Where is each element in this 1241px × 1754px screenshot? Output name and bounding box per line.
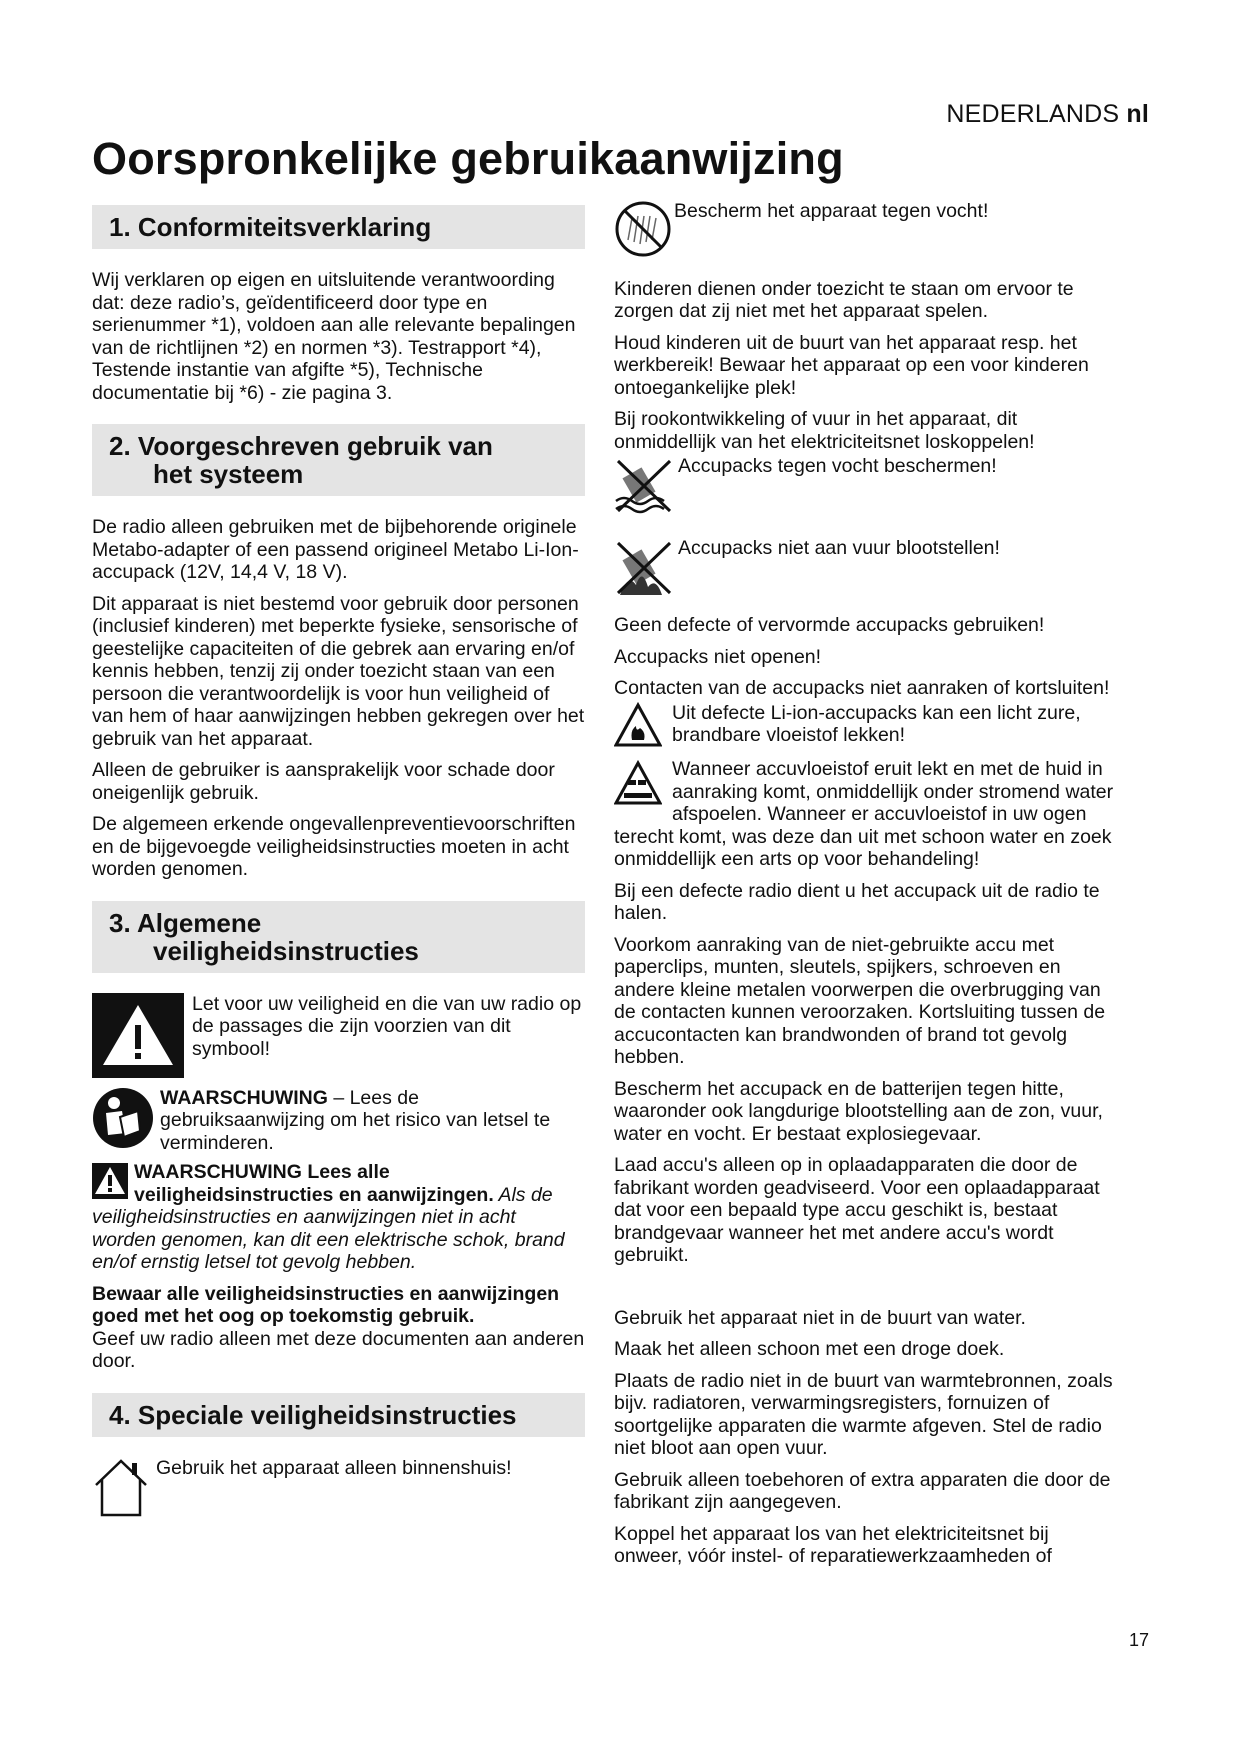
- children-keep-away: Houd kinderen uit de buurt van het apparaat resp. het werkbereik! Bewaar het apparaat op een voor kinderen ontoegankelijke plek!: [614, 331, 1089, 399]
- no-short-circuit: Contacten van de accupacks niet aanraken of kortsluiten!: [614, 677, 1110, 699]
- heat-sources: Plaats de radio niet in de buurt van warmtebronnen, zoals bijv. radiatoren, verwarmingsregisters, fornuizen of soortgelijke apparaten die warmte afgeven. Stel de radio niet bloot aan open vuur.: [614, 1369, 1113, 1459]
- children-supervision: Kinderen dienen onder toezicht te staan om ervoor te zorgen dat zij niet met het apparaat spelen.: [614, 277, 1074, 322]
- charge-advice: Laad accu's alleen op in oplaadapparaten die door de fabrikant worden geadviseerd. Voor een oplaadapparaat dat voor een bepaald type accu geschikt is, bestaat brandgevaar wanneer het met andere accu's wordt gebruikt.: [614, 1154, 1100, 1266]
- intended-use-p2: Dit apparaat is niet bestemd voor gebruik door personen (inclusief kinderen) met beperkte fysieke, sensorische of geestelijke capaciteiten of die gebrek aan ervaring en/of kennis hebben, tenzij zij onder toezicht staan van een persoon die verantwoordelijk is voor hun veiligheid of van hem of haar aanwijzingen hebben gekregen over het gebruik van het apparaat.: [92, 592, 585, 750]
- no-water: Gebruik het apparaat niet in de buurt van water.: [614, 1306, 1026, 1329]
- corrosive-warning-icon: [614, 760, 662, 812]
- section-heading-3: 3. Algemene veiligheidsinstructies: [92, 901, 585, 973]
- avoid-contact: Voorkom aanraking van de niet-gebruikte accu met paperclips, munten, sleutels, spijkers, schroeven en andere kleine metalen voorwerpen die overbrugging van de contacten kunnen veroorzaken. Kortsluiting tussen de accucontacten kan brandwonden of brand tot gevolg hebben.: [614, 933, 1106, 1068]
- clean-dry: Maak het alleen schoon met een droge doek.: [614, 1338, 1005, 1360]
- right-column: [614, 200, 1114, 1577]
- battery-no-fire-icon: [614, 537, 674, 603]
- pass-on-instructions: Geef uw radio alleen met deze documenten aan anderen door.: [92, 1327, 585, 1372]
- no-rain-icon: [614, 200, 672, 264]
- protect-battery: Bescherm het accupack en de batterijen tegen hitte, waaronder ook langdurige blootstelling aan de zon, vuur, water en vocht. Er bestaat explosiegevaar.: [614, 1077, 1103, 1145]
- warning-triangle-icon: [92, 993, 184, 1078]
- battery-no-water-icon: [614, 455, 674, 521]
- no-open-packs: Accupacks niet openen!: [614, 645, 822, 668]
- fluid-warning: Wanneer accuvloeistof eruit lekt en met de huid in aanraking komt, onmiddellijk onder stromend water afspoelen. Wanneer er accuvloeistof in uw ogen terecht komt, was deze dan uit met schoon water en zoek onmiddellijk een arts op voor behandeling!: [614, 758, 1114, 870]
- keep-instructions: Bewaar alle veiligheidsinstructies en aanwijzingen goed met het oog op toekomstig gebruik.: [92, 1282, 560, 1327]
- battery-fire-row: Accupacks niet aan vuur blootstellen!: [614, 537, 1114, 603]
- house-icon: [92, 1457, 150, 1525]
- manual-warning-row: WAARSCHUWING – Lees de gebruiksaanwijzing om het risico van letsel te verminderen.: [92, 1087, 585, 1155]
- read-manual-icon: [92, 1087, 154, 1155]
- left-column: [92, 205, 585, 1533]
- battery-moisture-row: Accupacks tegen vocht beschermen!: [614, 455, 1114, 521]
- intended-use-p4: De algemeen erkende ongevallenpreventievoorschriften en de bijgevoegde veiligheidsinstructies moeten in acht worden genomen.: [92, 813, 576, 880]
- page-title: Oorspronkelijke gebruikaanwijzing: [92, 133, 844, 184]
- warning-read-all: WAARSCHUWING Lees alle veiligheidsinstructies en aanwijzingen. Als de veiligheidsinstructies en aanwijzingen niet in acht worden genomen, kan dit een elektrische schok, brand en/of ernstig letsel tot gevolg hebben.: [92, 1161, 565, 1273]
- intended-use-p3: Alleen de gebruiker is aansprakelijk voor schade door oneigenlijk gebruik.: [92, 759, 555, 804]
- intended-use-p1: De radio alleen gebruiken met de bijbehorende originele Metabo-adapter of een passend origineel Metabo Li-Ion-accupack (12V, 14,4 V, 18 V).: [92, 516, 579, 583]
- leak-row: Uit defecte Li-ion-accupacks kan een licht zure, brandbare vloeistof lekken!: [614, 702, 1114, 754]
- language-label: NEDERLANDS nl: [946, 100, 1149, 128]
- accessories: Gebruik alleen toebehoren of extra apparaten die door de fabrikant zijn aangegeven.: [614, 1468, 1111, 1513]
- small-warning-icon: [92, 1163, 128, 1205]
- section-heading-4: 4. Speciale veiligheidsinstructies: [92, 1393, 585, 1437]
- flammable-warning-icon: [614, 702, 662, 754]
- warning-symbol-row: Let voor uw veiligheid en die van uw radio op de passages die zijn voorzien van dit symbool!: [92, 993, 585, 1078]
- indoor-row: Gebruik het apparaat alleen binnenshuis!: [92, 1457, 585, 1525]
- section-heading-2: 2. Voorgeschreven gebruik van het systeem: [92, 424, 585, 496]
- smoke-disconnect: Bij rookontwikkeling of vuur in het apparaat, dit onmiddellijk van het elektriciteitsnet loskoppelen!: [614, 408, 1035, 453]
- remove-battery: Bij een defecte radio dient u het accupack uit de radio te halen.: [614, 879, 1100, 924]
- moisture-row: Bescherm het apparaat tegen vocht!: [614, 200, 1114, 264]
- no-defect-packs: Geen defecte of vervormde accupacks gebruiken!: [614, 614, 1045, 636]
- section-heading-1: 1. Conformiteitsverklaring: [92, 205, 585, 249]
- conformity-text: Wij verklaren op eigen en uitsluitende verantwoording dat: deze radio’s, geïdentificeerd door type en serienummer *1), voldoen aan alle relevante bepalingen van de richtlijnen *2) en normen *3). Testrapport *4), Testende instantie van afgifte *5), Technische documentatie bij *6) - zie pagina 3.: [92, 269, 576, 404]
- disconnect-storm: Koppel het apparaat los van het elektriciteitsnet bij onweer, vóór instel- of reparatiewerkzaamheden of: [614, 1522, 1052, 1567]
- page-number: 17: [1128, 1630, 1149, 1650]
